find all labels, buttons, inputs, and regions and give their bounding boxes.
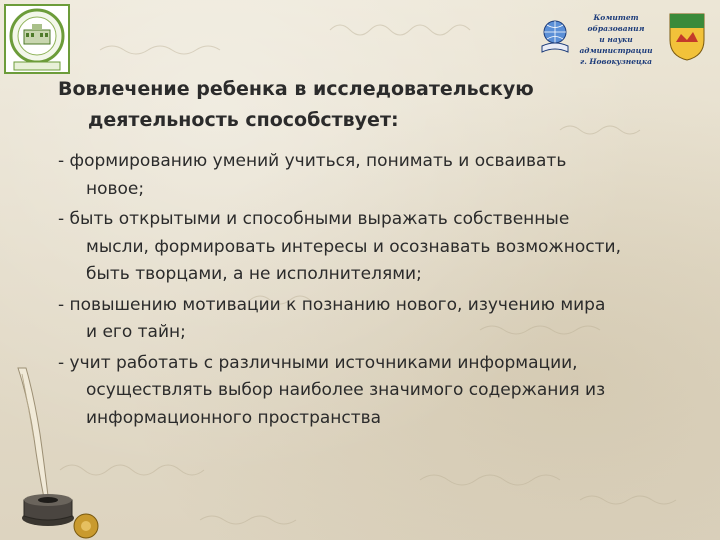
globe-book-icon: [540, 16, 570, 56]
benefits-list: [58, 148, 698, 435]
list-item: [58, 350, 698, 433]
slide-title: [58, 74, 678, 136]
list-item-line: информационного пространства: [86, 407, 382, 428]
list-item-line: быть творцами, а не исполнителями;: [86, 264, 422, 284]
list-item-line: - формированию умений учиться, понимать и осваивать: [58, 151, 567, 171]
list-item: [58, 292, 698, 347]
org-line: Комитет образования: [587, 13, 645, 33]
school-emblem-icon: [6, 6, 68, 72]
coat-of-arms-icon: [668, 12, 706, 62]
list-item-line: мысли, формировать интересы и осознавать возможности,: [86, 236, 621, 257]
list-item: [58, 148, 698, 203]
title-line: Вовлечение ребенка в исследовательскую: [58, 78, 534, 100]
list-item: [58, 206, 698, 289]
title-line: деятельность способствует:: [88, 109, 399, 131]
org-line: администрации: [579, 46, 653, 55]
list-item-line: - быть открытыми и способными выражать собственные: [58, 209, 570, 229]
org-name: [568, 12, 664, 67]
list-item-line: новое;: [86, 178, 145, 199]
education-committee-logo: [540, 10, 715, 66]
quill-inkwell-icon: [0, 360, 120, 540]
org-line: г. Новокузнецка: [579, 57, 652, 66]
list-item-line: - учит работать с различными источниками информации,: [58, 352, 578, 373]
school-logo: [4, 4, 70, 74]
list-item-line: и его тайн;: [86, 322, 186, 342]
list-item-line: осуществлять выбор наиболее значимого содержания из: [86, 380, 606, 400]
list-item-line: - повышению мотивации к познанию нового, изучению мира: [58, 294, 606, 315]
org-line: и науки: [599, 35, 633, 44]
